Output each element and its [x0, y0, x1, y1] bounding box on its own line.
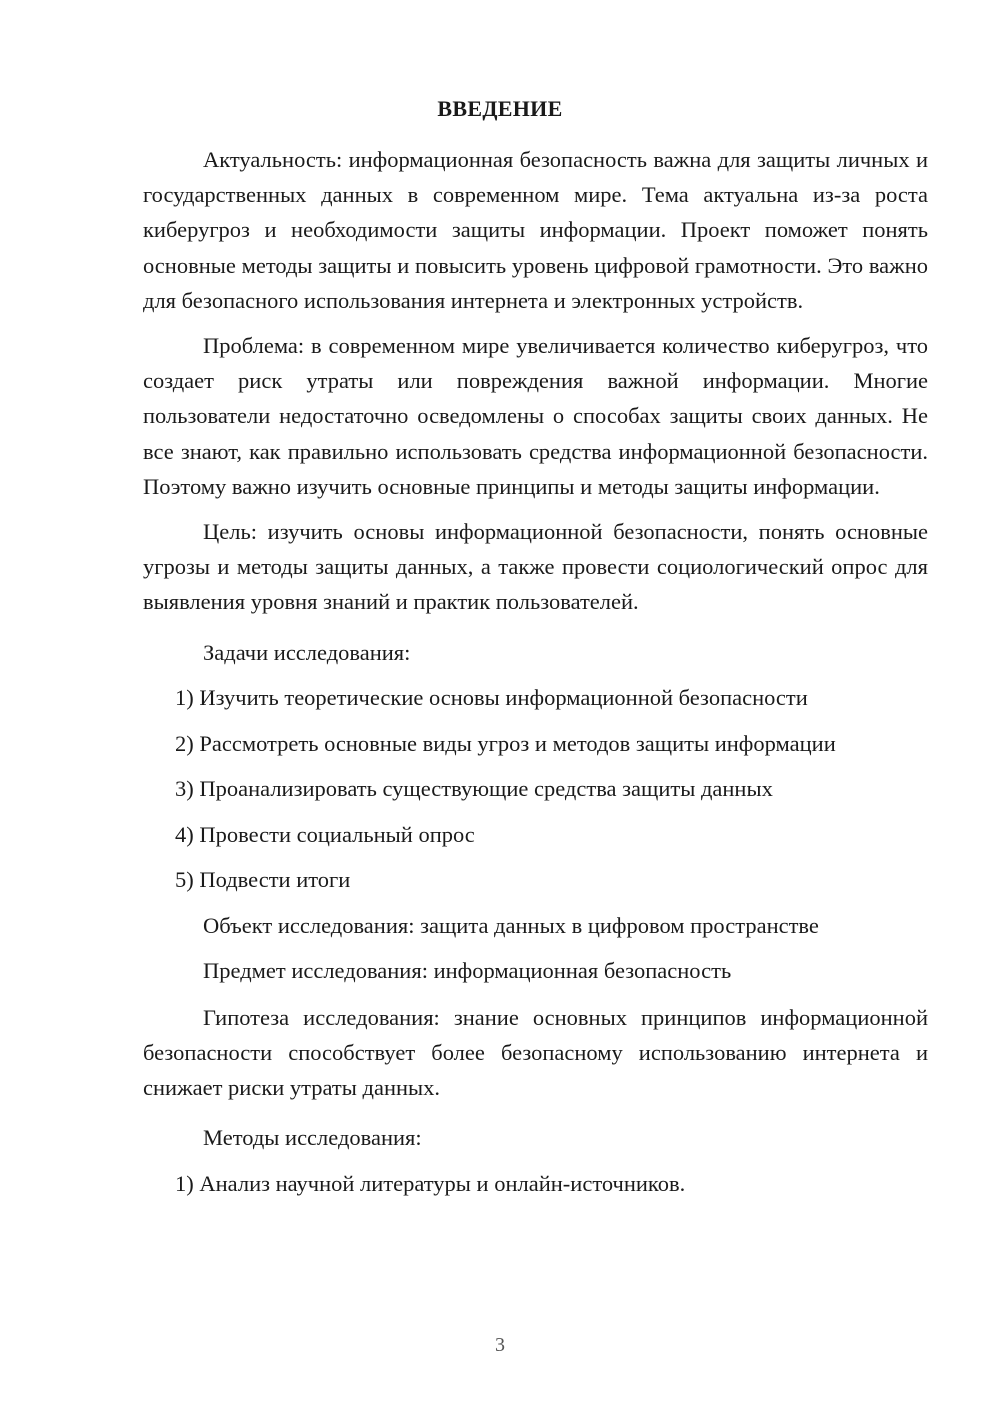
tasks-heading: Задачи исследования: [203, 639, 411, 665]
method-item: 1) Анализ научной литературы и онлайн-источников. [175, 1170, 686, 1196]
task-item: 4) Провести социальный опрос [175, 821, 475, 847]
body-text [143, 142, 928, 1206]
relevance-paragraph: Актуальность: информационная безопасность важна для защиты личных и государственных данных в современном мире. Тема актуальна из-за роста киберугроз и необходимости защиты информации. Проект поможет понять основные методы защиты и повысить уровень цифровой грамотности. Это важно для безопасного использования интернета и электронных устройств. [143, 147, 928, 313]
hypothesis-paragraph: Гипотеза исследования: знание основных принципов информационной безопасности способствует более безопасному использованию интернета и снижает риски утраты данных. [143, 1004, 928, 1101]
tasks-list [143, 675, 928, 903]
page-number: 3 [495, 1334, 505, 1356]
task-item: 2) Рассмотреть основные виды угроз и методов защиты информации [175, 730, 836, 756]
task-item: 3) Проанализировать существующие средства защиты данных [175, 776, 773, 802]
methods-list [143, 1161, 928, 1207]
task-item: 5) Подвести итоги [175, 867, 351, 893]
methods-heading: Методы исследования: [203, 1125, 422, 1151]
research-subject: Предмет исследования: информационная безопасность [203, 958, 732, 984]
goal-paragraph: Цель: изучить основы информационной безопасности, понять основные угрозы и методы защиты данных, а также провести социологический опрос для выявления уровня знаний и практик пользователей. [143, 519, 928, 615]
problem-paragraph: Проблема: в современном мире увеличивается количество киберугроз, что создает риск утраты или повреждения важной информации. Многие пользователи недостаточно осведомлены о способах защиты своих данных. Не все знают, как правильно использовать средства информационной безопасности. Поэтому важно изучить основные принципы и методы защиты информации. [143, 333, 928, 499]
research-object: Объект исследования: защита данных в цифровом пространстве [203, 912, 819, 938]
task-item: 1) Изучить теоретические основы информационной безопасности [175, 685, 808, 711]
page-title: ВВЕДЕНИЕ [437, 96, 563, 121]
